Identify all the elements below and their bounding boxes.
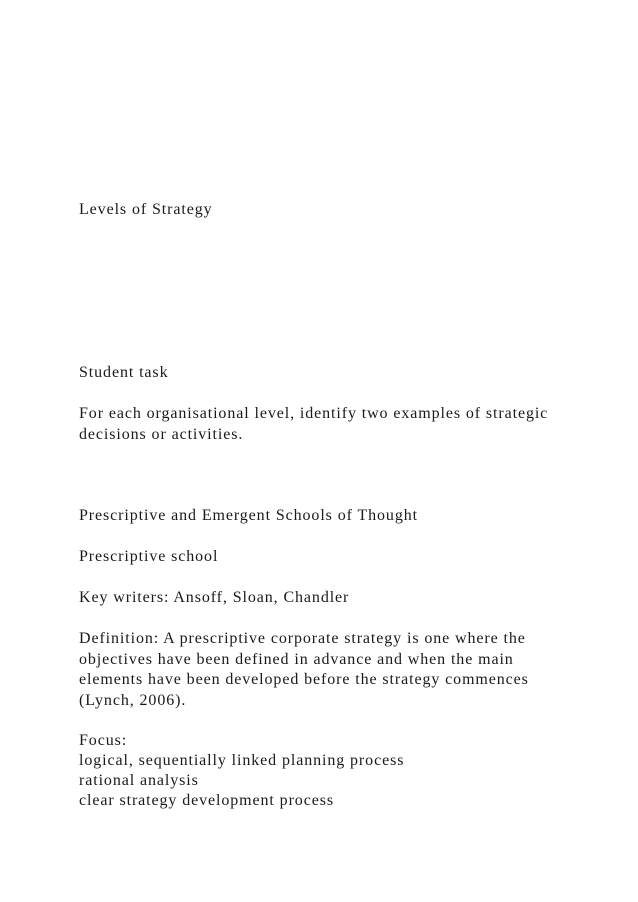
definition-line: elements have been developed before the strategy commences [79, 671, 529, 688]
focus-item: rational analysis [79, 772, 199, 789]
definition-line: Definition: A prescriptive corporate strategy is one where the [79, 630, 526, 647]
student-task-text-line: For each organisational level, identify two examples of strategic [79, 405, 549, 422]
student-task-heading: Student task [79, 364, 169, 381]
definition-line: (Lynch, 2006). [79, 692, 187, 709]
section-title: Levels of Strategy [79, 201, 213, 218]
prescriptive-heading: Prescriptive school [79, 548, 219, 565]
focus-item: clear strategy development process [79, 792, 334, 809]
student-task-text-line: decisions or activities. [79, 426, 244, 443]
definition-line: objectives have been defined in advance and when the main [79, 651, 514, 668]
focus-item: logical, sequentially linked planning process [79, 752, 405, 769]
key-writers: Key writers: Ansoff, Sloan, Chandler [79, 589, 350, 606]
focus-label: Focus: [79, 732, 128, 749]
schools-heading: Prescriptive and Emergent Schools of Thought [79, 507, 418, 524]
